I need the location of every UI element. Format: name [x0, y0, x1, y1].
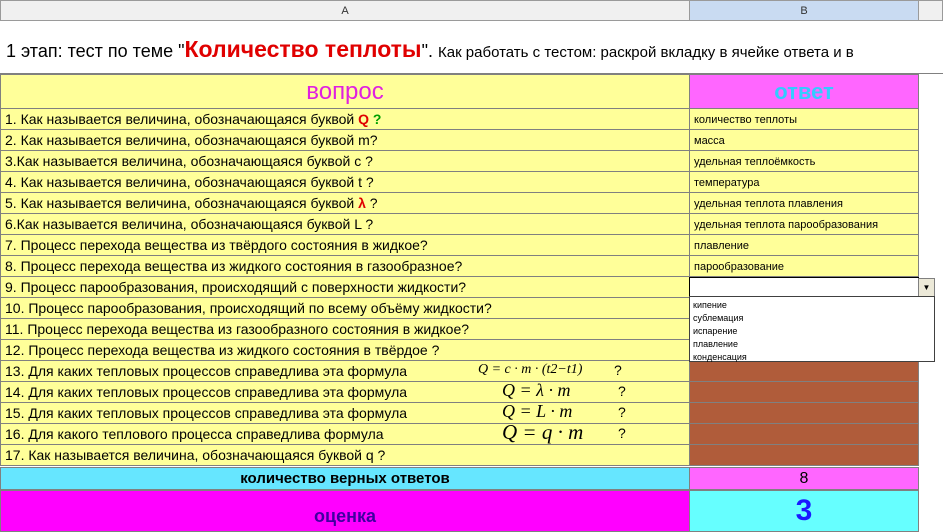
question-cell-6[interactable]: 6.Как называется величина, обозначающаяся буквой L ?	[0, 214, 690, 235]
answer-cell-1[interactable]: количество теплоты	[689, 109, 919, 130]
question-cell-17[interactable]: 17. Как называется величина, обозначающаяся буквой q ?	[0, 445, 690, 466]
question-cell-14[interactable]: 14. Для каких тепловых процессов справедлива эта формула	[0, 382, 690, 403]
question-cell-12[interactable]: 12. Процесс перехода вещества из жидкого состояния в твёрдое ?	[0, 340, 690, 361]
question-cell-5[interactable]	[0, 193, 690, 214]
formula-16: Q = q · m	[502, 420, 584, 444]
answer-cell-4[interactable]: температура	[689, 172, 919, 193]
answer-cell-16[interactable]	[689, 424, 919, 445]
question-cell-3[interactable]: 3.Как называется величина, обозначающаяся буквой c ?	[0, 151, 690, 172]
title-cell[interactable]	[0, 21, 943, 74]
question-header[interactable]: вопрос	[0, 74, 690, 109]
question-cell-13[interactable]: 13. Для каких тепловых процессов справедлива эта формула	[0, 361, 690, 382]
correct-count-label[interactable]: количество верных ответов	[0, 467, 690, 490]
answer-cell-3[interactable]: удельная теплоёмкость	[689, 151, 919, 172]
answer-cell-17[interactable]	[689, 445, 919, 466]
answer-header[interactable]: ответ	[689, 74, 919, 109]
formula-15-qmark: ?	[618, 404, 626, 420]
question-cell-1[interactable]	[0, 109, 690, 130]
formula-14-qmark: ?	[618, 383, 626, 399]
question-text: 1. Как называется величина, обозначающаяся буквой	[5, 111, 359, 127]
dropdown-option-boiling[interactable]: кипение	[693, 300, 727, 310]
formula-16-qmark: ?	[618, 425, 626, 441]
dropdown-option-melting[interactable]: плавление	[693, 339, 738, 349]
dropdown-arrow-button[interactable]	[918, 278, 935, 297]
dropdown-list[interactable]	[689, 296, 935, 362]
dropdown-option-evaporation[interactable]: испарение	[693, 326, 738, 336]
question-letter: λ	[358, 195, 366, 211]
column-header-c[interactable]	[918, 0, 943, 21]
column-header-a[interactable]: A	[0, 0, 690, 21]
question-text: 5. Как называется величина, обозначающаяся буквой	[5, 195, 359, 211]
grade-value[interactable]: 3	[689, 490, 919, 532]
dropdown-option-condensation[interactable]: конденсация	[693, 352, 747, 362]
formula-14: Q = λ · m	[502, 380, 571, 400]
title-suffix: ".	[421, 41, 438, 61]
question-cell-10[interactable]: 10. Процесс парообразования, происходящий по всему объёму жидкости?	[0, 298, 690, 319]
title-topic: Количество теплоты	[184, 36, 422, 62]
chevron-down-icon: ▼	[922, 283, 931, 292]
answer-cell-8[interactable]: парообразование	[689, 256, 919, 277]
title-prefix: 1 этап: тест по теме "	[6, 41, 185, 61]
question-cell-4[interactable]: 4. Как называется величина, обозначающаяся буквой t ?	[0, 172, 690, 193]
question-cell-9[interactable]: 9. Процесс парообразования, происходящий с поверхности жидкости?	[0, 277, 690, 298]
column-header-b[interactable]: B	[689, 0, 919, 21]
formula-13-qmark: ?	[614, 362, 622, 378]
answer-cell-13[interactable]	[689, 361, 919, 382]
dropdown-option-sublimation[interactable]: сублемация	[693, 313, 744, 323]
answer-cell-15[interactable]	[689, 403, 919, 424]
answer-cell-9[interactable]	[689, 277, 919, 298]
question-mark: ?	[365, 195, 378, 211]
answer-cell-6[interactable]: удельная теплота парообразования	[689, 214, 919, 235]
title-instructions: Как работать с тестом: раскрой вкладку в ячейке ответа и в	[437, 44, 854, 61]
question-cell-11[interactable]: 11. Процесс перехода вещества из газообразного состояния в жидкое?	[0, 319, 690, 340]
answer-cell-14[interactable]	[689, 382, 919, 403]
formula-13: Q = c · m · (t2−t1)	[478, 362, 583, 377]
question-cell-2[interactable]: 2. Как называется величина, обозначающаяся буквой m?	[0, 130, 690, 151]
answer-cell-2[interactable]: масса	[689, 130, 919, 151]
question-mark: ?	[368, 111, 382, 127]
answer-cell-5[interactable]: удельная теплота плавления	[689, 193, 919, 214]
grade-label[interactable]: оценка	[0, 490, 690, 532]
question-cell-8[interactable]: 8. Процесс перехода вещества из жидкого состояния в газообразное?	[0, 256, 690, 277]
question-cell-15[interactable]: 15. Для каких тепловых процессов справедлива эта формула	[0, 403, 690, 424]
answer-cell-7[interactable]: плавление	[689, 235, 919, 256]
correct-count-value[interactable]: 8	[689, 467, 919, 490]
formula-15: Q = L · m	[502, 401, 573, 421]
question-cell-16[interactable]: 16. Для какого теплового процесса справедлива формула	[0, 424, 690, 445]
question-letter: Q	[358, 111, 369, 127]
question-cell-7[interactable]: 7. Процесс перехода вещества из твёрдого состояния в жидкое?	[0, 235, 690, 256]
